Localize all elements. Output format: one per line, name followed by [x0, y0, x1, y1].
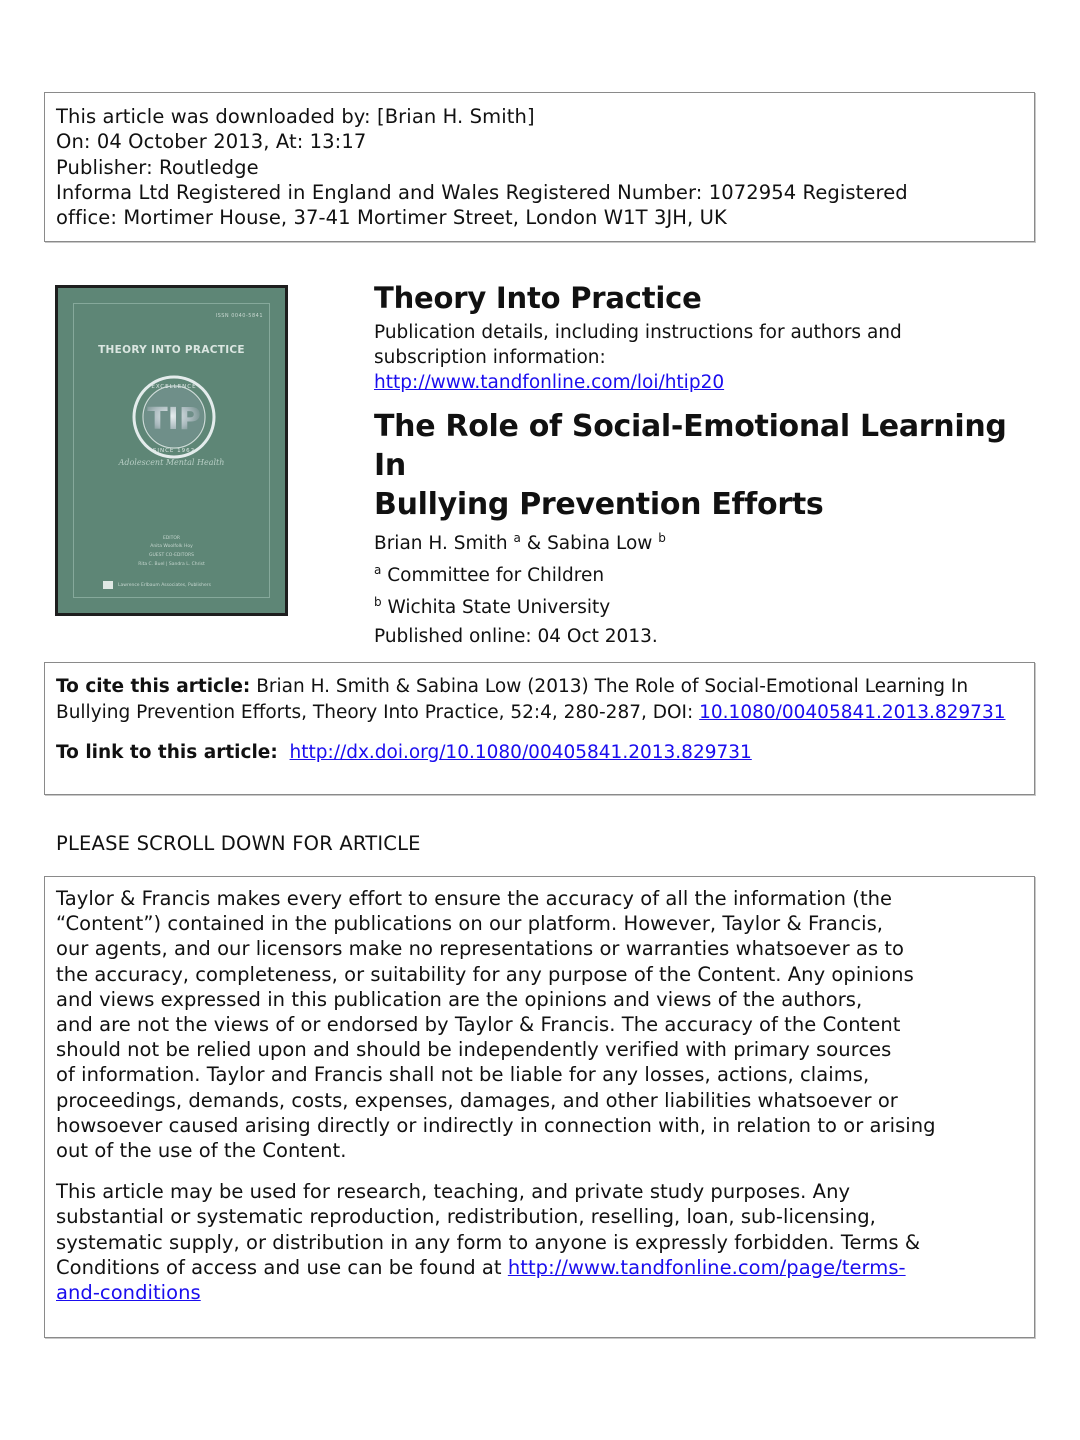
article-authors: Brian H. Smith $^a$ & Sabina Low $^b$ [374, 531, 666, 554]
cite-label: To cite this article: [56, 676, 251, 697]
published-date: Published online: 04 Oct 2013. [374, 626, 658, 647]
disclaimer-paragraph: Taylor & Francis makes every effort to ensure the accuracy of all the information (the “Content”) contained in the publications on our platform. However, Taylor & Francis, our agents, and our licensors make no representations or warranties whatsoever as to the accuracy, completeness, or suitability for any purpose of the Content. Any opinions and views expressed in this publication are the opinions and views of the authors, and are not the views of or endorsed by Taylor & Francis. The accuracy of the Content should not be relied upon and should be independently verified with primary sources of information. Taylor and Francis shall not be liable for any losses, actions, claims, proceedings, demands, costs, expenses, damages, and other liabilities whatsoever or howsoever caused arising directly or indirectly in connection with, in relation to or arising out of the use of the Content. [56, 887, 936, 1163]
usage-terms-paragraph: This article may be used for research, teaching, and private study purposes. Any substantial or systematic reproduction, redistribution, reselling, loan, sub-licensing, systematic supply, or distribution in any form to anyone is expressly forbidden. Terms & Conditions of access and use can be found at http://www.tandfonline.com/page/terms- and-conditions [56, 1180, 921, 1305]
article-link-line [56, 740, 1023, 766]
tip-logo-icon [130, 373, 218, 461]
cover-publisher: Lawrence Erlbaum Associates, Publishers [103, 581, 211, 589]
publisher-logo-icon [103, 581, 113, 589]
registration-line: Informa Ltd Registered in England and Wales Registered Number: 1072954 Registered [56, 180, 908, 204]
cover-subtitle: Adolescent Mental Health [118, 458, 225, 467]
journal-description: Publication details, including instructions for authors and subscription information: http://www.tandfonline.com/loi/htip20 [374, 322, 902, 393]
author-affiliation-marker: b [658, 531, 666, 545]
download-info-box [44, 92, 1035, 242]
publisher-line: Publisher: Routledge [56, 155, 259, 179]
affiliation: $^a$ Committee for Children [374, 563, 605, 586]
terms-conditions-link[interactable]: http://www.tandfonline.com/page/terms- and-conditions [56, 1255, 906, 1305]
cover-editor-name: Anita Woolfolk Hoy [150, 544, 193, 549]
article-doi-url-link[interactable]: http://dx.doi.org/10.1080/00405841.2013.829731 [289, 742, 752, 763]
journal-info [374, 279, 1034, 650]
cover-guest-names: Rita C. Buel | Sandra L. Christ [138, 562, 205, 567]
download-date-line: On: 04 October 2013, At: 13:17 [56, 130, 367, 154]
cite-text: To cite this article: Brian H. Smith & Sabina Low (2013) The Role of Social-Emotional Learning In Bullying Prevention Efforts, Theory Into Practice, 52:4, 280-287, DOI: 10.1080/00405841.2013.829731 [56, 676, 1006, 723]
citation-box [44, 662, 1035, 795]
doi-link[interactable]: 10.1080/00405841.2013.829731 [699, 701, 1006, 723]
affiliation: $^b$ Wichita State University [374, 595, 611, 618]
office-address-line: office: Mortimer House, 37-41 Mortimer Street, London W1T 3JH, UK [56, 206, 727, 230]
terms-box [44, 876, 1035, 1338]
svg-text:TIP: TIP [147, 402, 201, 437]
svg-text:EXCELLENCE: EXCELLENCE [151, 384, 197, 390]
journal-title: Theory Into Practice [374, 281, 702, 315]
author-name: Sabina Low [547, 533, 653, 554]
journal-url-link[interactable]: http://www.tandfonline.com/loi/htip20 [374, 372, 725, 393]
link-label: To link to this article: [56, 742, 278, 763]
author-name: Brian H. Smith [374, 533, 508, 554]
cover-title: THEORY INTO PRACTICE [98, 344, 245, 356]
cover-guest-label: GUEST CO-EDITORS [148, 553, 194, 558]
cover-editor-label: EDITOR [162, 536, 181, 541]
svg-text:SINCE 1962: SINCE 1962 [152, 448, 196, 454]
downloaded-by-line: This article was downloaded by: [Brian H. Smith] [56, 105, 535, 128]
journal-cover-image [55, 285, 288, 616]
cover-issn: ISSN 0040-5841 [215, 313, 263, 319]
article-title: The Role of Social-Emotional Learning In Bullying Prevention Efforts [374, 409, 1007, 522]
author-affiliation-marker: a [513, 531, 521, 545]
scroll-down-notice: PLEASE SCROLL DOWN FOR ARTICLE [56, 832, 421, 855]
